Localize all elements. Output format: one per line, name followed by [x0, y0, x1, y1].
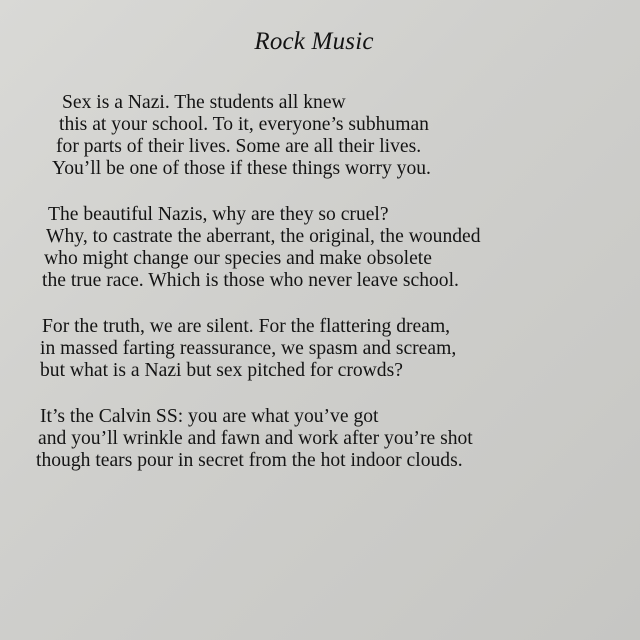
poem-line: Sex is a Nazi. The students all knew	[62, 92, 346, 113]
poem-line: the true race. Which is those who never leave school.	[42, 270, 459, 291]
poem-body	[36, 92, 625, 496]
poem-line: in massed farting reassurance, we spasm and scream,	[40, 338, 457, 359]
stanza-4	[36, 406, 625, 472]
poem-line: For the truth, we are silent. For the flattering dream,	[42, 316, 451, 337]
poem-line: for parts of their lives. Some are all their lives.	[56, 136, 422, 157]
poem-line: though tears pour in secret from the hot indoor clouds.	[36, 450, 463, 471]
poem-line: this at your school. To it, everyone’s subhuman	[59, 114, 429, 135]
poem-line: You’ll be one of those if these things worry you.	[52, 158, 431, 179]
poem-line: It’s the Calvin SS: you are what you’ve got	[40, 406, 379, 427]
poem-line: and you’ll wrinkle and fawn and work after you’re shot	[38, 428, 473, 449]
poem-line: The beautiful Nazis, why are they so cruel?	[48, 204, 389, 225]
stanza-3	[40, 316, 625, 382]
stanza-2	[40, 204, 625, 292]
stanza-1	[40, 92, 625, 180]
poem-title: Rock Music	[254, 28, 374, 55]
poem-line: who might change our species and make obsolete	[44, 248, 432, 269]
poem-line: Why, to castrate the aberrant, the original, the wounded	[46, 226, 481, 247]
poem-line: but what is a Nazi but sex pitched for crowds?	[40, 360, 403, 381]
